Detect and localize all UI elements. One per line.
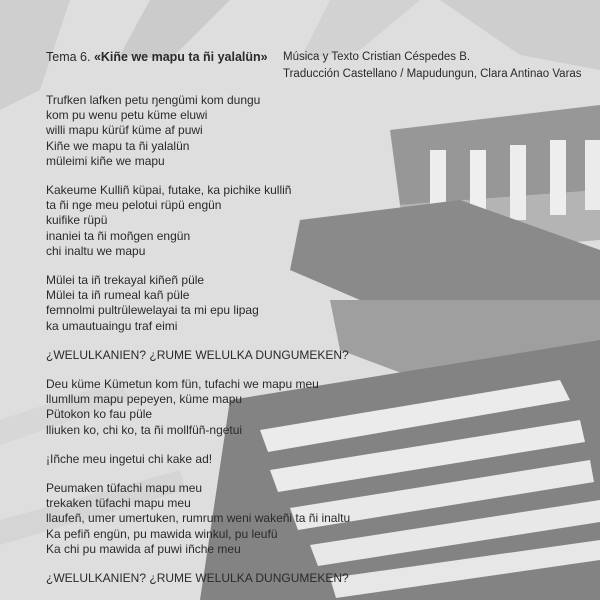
lyrics-stanza bbox=[46, 183, 566, 259]
track-number: Tema 6. bbox=[46, 50, 94, 64]
lyrics-line: inaniei ta ñi moñgen engün bbox=[46, 228, 191, 243]
lyrics-line: ¡Iñche meu ingetui chi kake ad! bbox=[46, 451, 213, 466]
lyrics-line: ¿WELULKANIEN? ¿RUME WELULKA DUNGUMEKEN? bbox=[46, 347, 349, 362]
track-title: «Kiñe we mapu ta ñi yalalün» bbox=[93, 50, 268, 64]
track-header bbox=[46, 49, 586, 80]
lyrics-line: Ka pefiñ engün, pu mawida winkul, pu leufü bbox=[46, 526, 278, 541]
lyrics-line: ¿WELULKANIEN? ¿RUME WELULKA DUNGUMEKEN? bbox=[46, 571, 349, 586]
lyrics-stanza bbox=[46, 93, 566, 169]
lyrics-line: Mülei ta iñ trekayal kiñeñ püle bbox=[46, 273, 205, 288]
lyrics-line: Mülei ta iñ rumeal kañ püle bbox=[46, 288, 190, 303]
music-credit: Música y Texto Cristian Céspedes B. bbox=[283, 51, 471, 63]
lyrics-line: chi inaltu we mapu bbox=[46, 243, 146, 258]
lyrics-stanza bbox=[46, 481, 566, 557]
lyrics-stanza bbox=[46, 571, 566, 586]
lyrics-line: ta ñi nge meu pelotui rüpü engün bbox=[46, 198, 222, 213]
lyrics-line: Kiñe we mapu ta ñi yalalün bbox=[46, 138, 190, 153]
lyrics-line: Deu küme Kümetun kom fün, tufachi we mapu meu bbox=[46, 377, 319, 392]
lyrics-line: Trufken lafken petu ŋengümi kom dungu bbox=[46, 93, 261, 107]
lyrics-line: trekaken tüfachi mapu meu bbox=[46, 496, 191, 511]
lyrics-line: müleimi kiñe we mapu bbox=[46, 153, 165, 168]
lyrics-line: Ka chi pu mawida af puwi iñche meu bbox=[46, 541, 241, 556]
lyrics-line: llumllum mapu pepeyen, küme mapu bbox=[46, 392, 243, 407]
lyrics-line: Peumaken tüfachi mapu meu bbox=[46, 481, 203, 496]
translation-credit: Traducción Castellano / Mapudungun, Clara Antinao Varas bbox=[283, 68, 582, 80]
lyrics-line: kom pu wenu petu küme eluwi bbox=[46, 108, 208, 123]
lyrics-line: willi mapu kürüf küme af puwi bbox=[46, 123, 203, 138]
lyrics-line: Pütokon ko fau püle bbox=[46, 407, 153, 422]
lyrics-body bbox=[46, 93, 566, 600]
lyrics-line: femnolmi pultrülewelayai ta mi epu lipag bbox=[46, 303, 259, 318]
lyrics-stanza bbox=[46, 377, 566, 438]
lyrics-line: Kakeume Kulliñ küpai, futake, ka pichike kulliñ bbox=[46, 183, 292, 198]
lyrics-line: ka umautuaingu traf eimi bbox=[46, 318, 178, 333]
lyrics-line: llaufeñ, umer umertuken, rumrum weni wakeñi ta ñi inaltu bbox=[46, 511, 351, 526]
lyrics-stanza bbox=[46, 452, 566, 467]
lyrics-line: kuifike rüpü bbox=[46, 213, 108, 228]
lyrics-stanza bbox=[46, 348, 566, 363]
lyrics-line: lliuken ko, chi ko, ta ñi mollfüñ-ngetui bbox=[46, 422, 243, 437]
lyrics-stanza bbox=[46, 273, 566, 334]
